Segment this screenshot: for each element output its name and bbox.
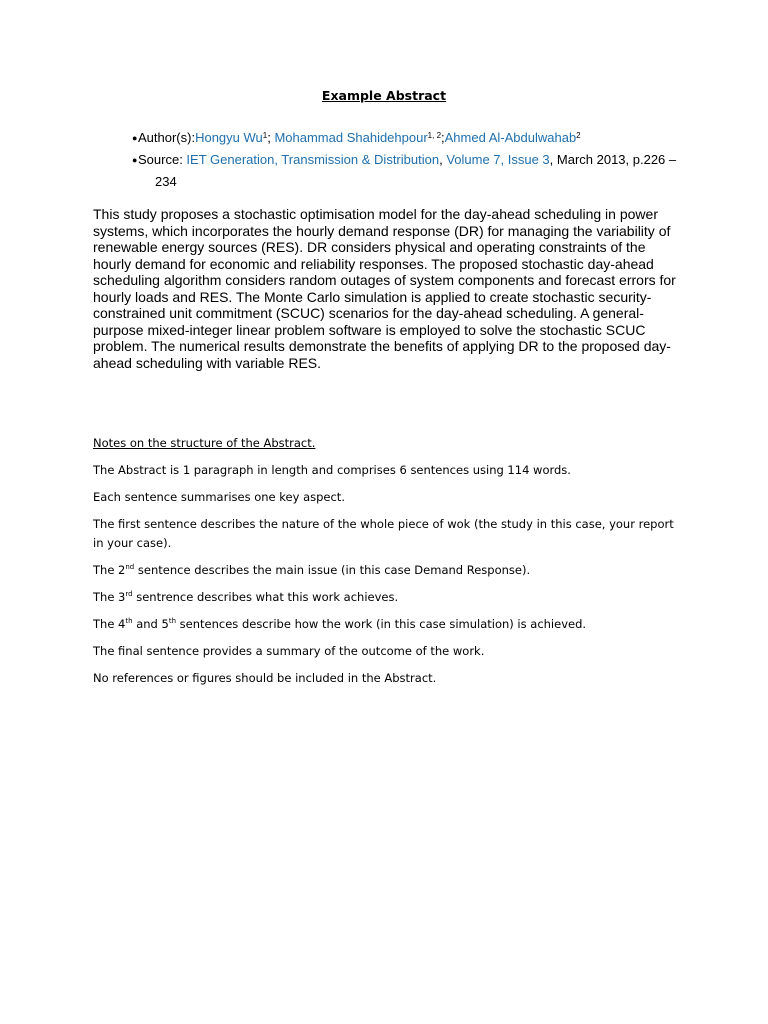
note-text: The 2 bbox=[93, 563, 126, 577]
author-link-shahidehpour[interactable]: Mohammad Shahidehpour bbox=[274, 130, 428, 145]
note-item: No references or figures should be included in the Abstract. bbox=[93, 671, 437, 685]
document-title: Example Abstract bbox=[321, 88, 447, 103]
bullet-icon: ● bbox=[132, 133, 138, 143]
note-text: sentences describe how the work (in this case simulation) is achieved. bbox=[176, 617, 587, 631]
author-affiliation: 1 bbox=[262, 131, 268, 140]
author-separator: ; bbox=[441, 130, 445, 145]
ordinal-suffix: nd bbox=[125, 563, 135, 571]
journal-link[interactable]: IET Generation, Transmission & Distribution bbox=[186, 152, 440, 167]
bullet-icon: ● bbox=[132, 155, 138, 165]
note-text: sentence describes the main issue (in this case Demand Response). bbox=[134, 563, 531, 577]
ordinal-suffix: th bbox=[168, 617, 177, 625]
notes-heading: Notes on the structure of the Abstract. bbox=[93, 436, 316, 450]
note-text: The 4 bbox=[93, 617, 126, 631]
note-text: The 3 bbox=[93, 590, 126, 604]
source-details-continued: 234 bbox=[155, 174, 177, 189]
note-item: Each sentence summarises one key aspect. bbox=[93, 490, 345, 504]
volume-issue-link[interactable]: Volume 7, Issue 3 bbox=[446, 152, 550, 167]
note-item: The final sentence provides a summary of the outcome of the work. bbox=[93, 644, 485, 658]
authors-line bbox=[132, 127, 692, 149]
author-affiliation: 1, 2 bbox=[427, 131, 442, 140]
note-item: The first sentence describes the nature of the whole piece of wok (the study in this case, your report in your case). bbox=[93, 517, 674, 550]
source-details: , March 2013, p.226 – bbox=[549, 152, 677, 167]
note-item bbox=[93, 615, 683, 634]
author-separator: ; bbox=[267, 130, 275, 145]
note-text: sentrence describes what this work achieves. bbox=[132, 590, 399, 604]
abstract-paragraph: This study proposes a stochastic optimisation model for the day-ahead scheduling in power systems, which incorporates the hourly demand response (DR) for managing the variability of renewable energy sources (RES). DR considers physical and operating constraints of the hourly demand for economic and reliability responses. The proposed stochastic day-ahead scheduling algorithm considers random outages of system components and forecast errors for hourly loads and RES. The Monte Carlo simulation is applied to create stochastic security-constrained unit commitment (SCUC) scenarios for the day-ahead scheduling. A general-purpose mixed-integer linear problem software is employed to solve the stochastic SCUC problem. The numerical results demonstrate the benefits of applying DR to the proposed day-ahead scheduling with variable RES. bbox=[93, 206, 676, 371]
author-link-wu[interactable]: Hongyu Wu bbox=[195, 130, 263, 145]
source-line bbox=[132, 149, 692, 193]
author-affiliation: 2 bbox=[576, 131, 581, 140]
author-link-al-abdulwahab[interactable]: Ahmed Al-Abdulwahab bbox=[444, 130, 577, 145]
source-label: Source: bbox=[138, 152, 187, 167]
note-item bbox=[93, 588, 683, 607]
ordinal-suffix: th bbox=[125, 617, 133, 625]
authors-label: Author(s): bbox=[138, 130, 196, 145]
notes-section bbox=[93, 434, 683, 688]
note-item: The Abstract is 1 paragraph in length and comprises 6 sentences using 114 words. bbox=[93, 463, 571, 477]
source-separator: , bbox=[439, 152, 447, 167]
note-item bbox=[93, 561, 683, 580]
note-text: and 5 bbox=[132, 617, 169, 631]
ordinal-suffix: rd bbox=[125, 590, 133, 598]
